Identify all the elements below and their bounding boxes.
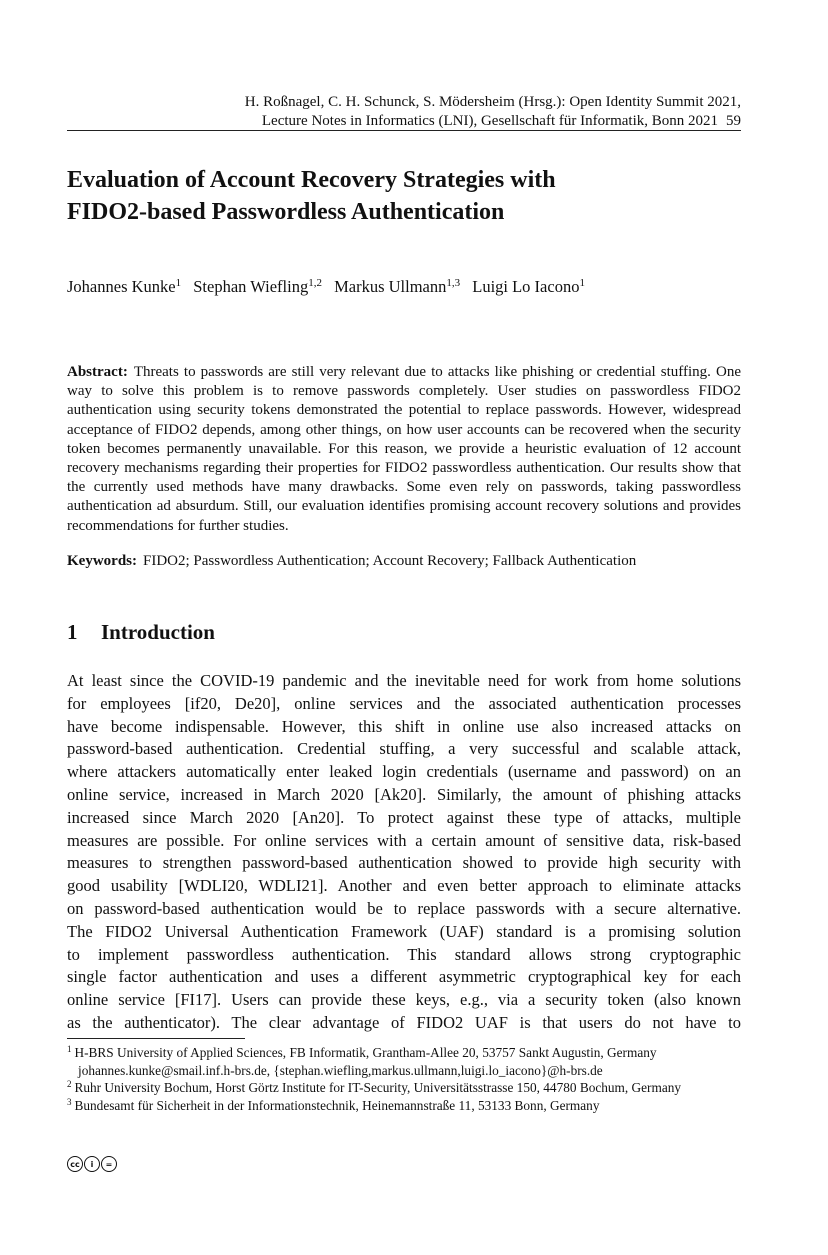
author-affiliation-mark: 1 (175, 277, 182, 289)
running-head-line-2 (67, 112, 741, 131)
running-head (67, 93, 741, 131)
body-line: single factor authentication and uses a different asymmetric cryptographical key for each (67, 967, 741, 987)
body-line: on password-based authentication would be to replace passwords with a secure alternative. (67, 898, 741, 918)
body-line: for employees [if20, De20], online services and the associated authentication processes (67, 693, 741, 713)
keywords (67, 552, 741, 571)
author-list (67, 276, 741, 298)
author-affiliation-mark: 1,2 (308, 277, 322, 289)
footnote-text: Ruhr University Bochum, Horst Görtz Institute for IT-Security, Universitätsstrasse 150, 44780 Bochum, Germany (74, 1080, 682, 1096)
author-name: Stephan Wiefling (193, 277, 309, 296)
paper-title-line-2: FIDO2-based Passwordless Authentication (67, 199, 505, 225)
footnote-2 (67, 1079, 741, 1097)
author-name: Markus Ullmann (334, 277, 447, 296)
paper-title-line-1: Evaluation of Account Recovery Strategies with (67, 167, 556, 193)
paper-title (67, 164, 741, 228)
keywords-label: Keywords: (67, 553, 137, 569)
running-head-line-1: H. Roßnagel, C. H. Schunck, S. Mödersheim (Hrsg.): Open Identity Summit 2021, (244, 94, 741, 110)
section-number: 1 (67, 620, 78, 644)
body-line: where attackers automatically enter leaked login credentials (username and password) on an (67, 762, 741, 782)
body-line: good usability [WDLI20, WDLI21]. Another and even better approach to eliminate attacks (67, 876, 741, 896)
body-line: measures to strengthen password-based authentication showed to provide high security with (67, 853, 741, 873)
footnote-text: H-BRS University of Applied Sciences, FB Informatik, Grantham-Allee 20, 53757 Sankt Augustin, Germany (74, 1045, 657, 1060)
body-line: online service [FI17]. Users can provide these keys, e.g., via a security token (also known (67, 990, 741, 1010)
body-line: The FIDO2 Universal Authentication Framework (UAF) standard is a promising solution (67, 921, 741, 941)
author-name: Johannes Kunke (67, 277, 176, 296)
header-rule (67, 130, 741, 131)
footnote-3 (67, 1097, 741, 1115)
footnote-mark: 1 (67, 1044, 72, 1054)
section-heading (67, 618, 741, 646)
abstract (67, 363, 741, 536)
body-line: At least since the COVID-19 pandemic and the inevitable need for work from home solutions (67, 671, 741, 690)
abstract-label: Abstract: (67, 364, 128, 380)
body-line: as the authenticator). The clear advantage of FIDO2 UAF is that users do not have to (67, 1012, 741, 1032)
author-affiliation-mark: 1,3 (446, 277, 461, 289)
body-line: to implement passwordless authentication. This standard allows strong cryptographic (67, 944, 741, 964)
license-badge (67, 1156, 117, 1172)
body-line: online service, increased in March 2020 [Ak20]. Similarly, the amount of phishing attacks (67, 784, 741, 804)
keywords-text: FIDO2; Passwordless Authentication; Account Recovery; Fallback Authentication (143, 553, 637, 569)
by-icon: i (84, 1156, 100, 1172)
footnote-mark: 3 (67, 1096, 72, 1107)
footnote-mark: 2 (67, 1079, 72, 1090)
running-head-venue: Lecture Notes in Informatics (LNI), Gesellschaft für Informatik, Bonn 2021 (261, 113, 718, 129)
abstract-text: Threats to passwords are still very relevant due to attacks like phishing or credential stuffing. One way to solve this problem is to remove passwords completely. User studies on passwordless FIDO2 authentication using security tokens demonstrated the potential to replace passwords. However, widespread acceptance of FIDO2 depends, among other things, on how user accounts can be recovered when the security token becomes permanently unavailable. For this reason, we provide a heuristic evaluation of 12 account recovery mechanisms regarding their properties for FIDO2 passwordless authentication. Our results show that the currently used methods have many drawbacks. Some even rely on passwords, taking passwordless authentication ad absurdum. Still, our evaluation identifies promising account recovery solutions and provides recommendations for further studies. (67, 364, 741, 534)
footnote-text: Bundesamt für Sicherheit in der Informationstechnik, Heinemannstraße 11, 53133 Bonn, Germany (74, 1097, 600, 1113)
author-affiliation-mark: 1 (579, 277, 585, 289)
author-name: Luigi Lo Iacono (472, 277, 580, 296)
footnotes (67, 1044, 741, 1114)
footnote-emails: johannes.kunke@smail.inf.h-brs.de, {stephan.wiefling,markus.ullmann,luigi.lo_iacono}@h-brs.de (78, 1062, 603, 1078)
body-line: measures are possible. For online services with a certain amount of sensitive data, risk-based (67, 830, 741, 850)
section-title: Introduction (101, 620, 215, 644)
body-line: have become indispensable. However, this shift in online use also increased attacks on (67, 716, 741, 736)
footnote-1 (67, 1044, 741, 1079)
body-paragraph (67, 670, 741, 1035)
page-number: 59 (726, 113, 741, 129)
body-line: increased since March 2020 [An20]. To protect against these type of attacks, multiple (67, 807, 741, 827)
nd-icon: = (101, 1156, 117, 1172)
footnote-rule (67, 1038, 245, 1039)
cc-icon: cc (67, 1156, 83, 1172)
body-line: password-based authentication. Credential stuffing, a very successful and scalable attack, (67, 739, 741, 759)
